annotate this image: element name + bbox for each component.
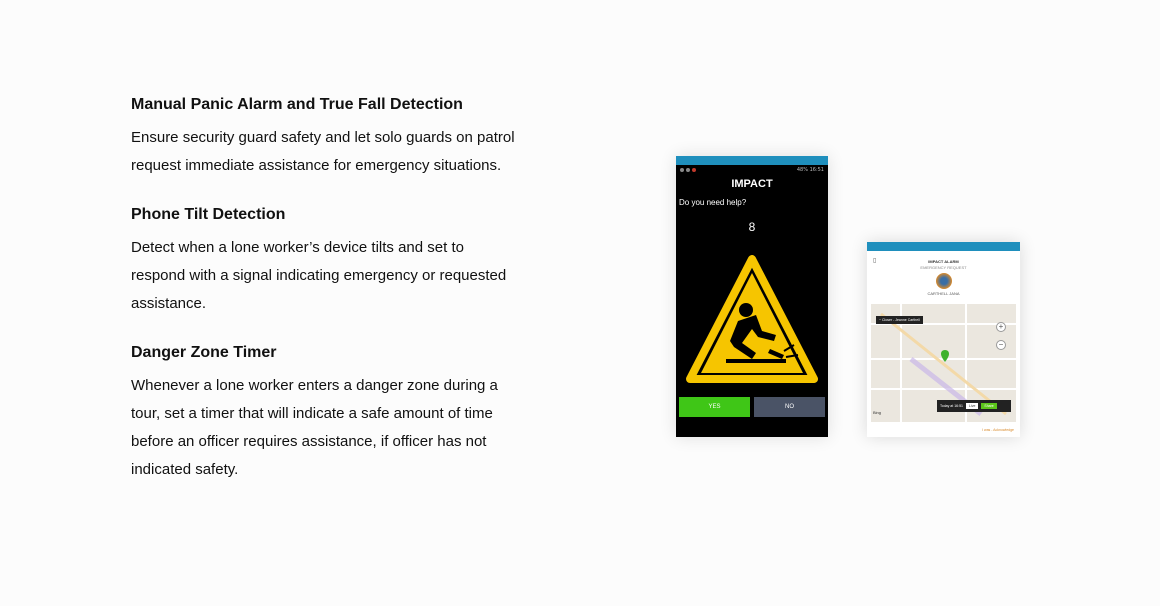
phone-screenshot	[676, 156, 828, 437]
alert-icon	[692, 168, 696, 172]
back-icon[interactable]: ▯	[873, 258, 877, 264]
feature-description: Ensure security guard safety and let solo guards on patrol request immediate assistance for emergency situations.	[131, 129, 515, 174]
map-pin-icon	[941, 350, 949, 362]
bing-logo: Bing	[873, 410, 882, 415]
feature-panic-alarm	[131, 94, 521, 180]
help-question: Do you need help?	[679, 198, 747, 207]
tablet-top-bar	[867, 242, 1020, 251]
tablet-name: CARTHELL JANA	[927, 291, 960, 296]
feature-description: Detect when a lone worker’s device tilts and set to respond with a signal indicating emergency or requested assistance.	[131, 239, 507, 312]
response-buttons	[679, 397, 825, 417]
phone-top-bar	[676, 156, 828, 165]
zoom-out-button[interactable]: −	[996, 340, 1006, 350]
acknowledge-link[interactable]: I was - Acknowledge	[982, 428, 1014, 432]
feature-title: Danger Zone Timer	[131, 344, 277, 361]
no-button[interactable]: NO	[754, 397, 825, 417]
notification-icon	[686, 168, 690, 172]
map-location-tag: ~ Closer - Jeanne Carthell	[876, 316, 923, 324]
tablet-subtitle: EMERGENCY REQUEST	[920, 265, 967, 270]
map-view[interactable]	[871, 304, 1016, 422]
tablet-screenshot	[867, 242, 1020, 437]
features-list	[131, 94, 521, 508]
status-time: 48% 16:51	[796, 167, 824, 173]
feature-title: Phone Tilt Detection	[131, 206, 286, 223]
yes-button[interactable]: YES	[679, 397, 750, 417]
tablet-header	[867, 251, 1020, 306]
phone-status-bar	[676, 165, 828, 175]
feature-description: Whenever a lone worker enters a danger zone during a tour, set a timer that will indicate a safe amount of time before an officer requires assistance, if officer has not indicated safety.	[131, 377, 498, 478]
notification-icon	[680, 168, 684, 172]
zoom-in-button[interactable]: +	[996, 322, 1006, 332]
share-button[interactable]: Share	[981, 403, 996, 409]
feature-danger-zone	[131, 342, 521, 484]
company-badge-icon	[936, 273, 952, 289]
map-status-text: Today at 16:51	[940, 404, 963, 408]
app-title: IMPACT	[731, 178, 773, 190]
feature-title: Manual Panic Alarm and True Fall Detection	[131, 96, 463, 113]
fall-warning-icon	[686, 255, 818, 385]
feature-tilt-detection	[131, 204, 521, 318]
tablet-title: IMPACT ALARM	[928, 259, 959, 264]
map-status-bar	[937, 400, 1011, 412]
status-icons	[680, 168, 696, 172]
countdown-number: 8	[748, 220, 756, 234]
live-button[interactable]: Live	[966, 403, 978, 409]
